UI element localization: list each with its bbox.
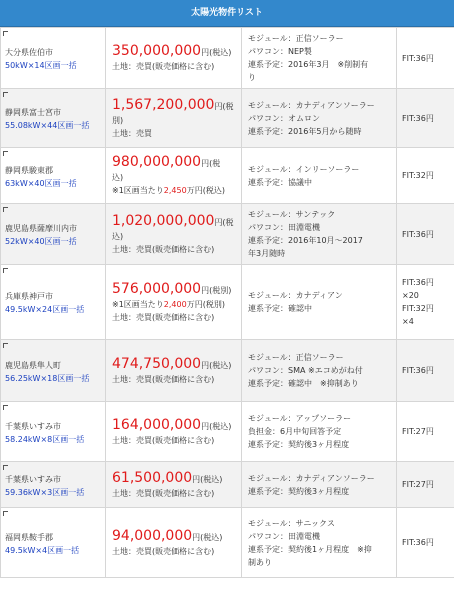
table-row[interactable] bbox=[1, 204, 454, 265]
spec-line: モジュール：カナディアンソーラー bbox=[248, 473, 375, 483]
table-row[interactable] bbox=[1, 89, 454, 148]
price-cell bbox=[106, 508, 242, 578]
corner-mark-icon bbox=[3, 268, 8, 273]
price-note: 土地：売買(販売価格に含む) bbox=[112, 488, 215, 498]
price-value: 1,020,000,000 bbox=[112, 212, 215, 229]
spec-line: 連系予定：2016年5月から随時 bbox=[248, 126, 362, 136]
fit-price: FIT:36円 bbox=[402, 229, 434, 239]
price-value: 350,000,000 bbox=[112, 43, 202, 59]
fit-cell bbox=[397, 508, 454, 578]
fit-cell bbox=[397, 462, 454, 508]
capacity-link[interactable]: 49.5kW×24区画一括 bbox=[5, 305, 85, 314]
spec-line: 連系予定：協議中 bbox=[248, 177, 312, 187]
unit-price-label: ※1区画当たり bbox=[112, 186, 164, 195]
tax-note: 円(税込) bbox=[201, 360, 232, 370]
spec-line: モジュール：サニックス bbox=[248, 518, 335, 528]
price-cell bbox=[106, 340, 242, 402]
location-name: 静岡県富士宮市 bbox=[5, 108, 61, 117]
spec-line: 連系予定：2016年3月 ※削制有 bbox=[248, 60, 369, 69]
table-row[interactable] bbox=[1, 340, 454, 402]
capacity-link[interactable]: 63kW×40区画一括 bbox=[5, 178, 77, 188]
table-row[interactable] bbox=[1, 28, 454, 89]
price-cell bbox=[106, 204, 242, 265]
tax-note: 円(税込) bbox=[192, 532, 223, 542]
spec-line: 年3月随時 bbox=[248, 249, 286, 258]
fit-price: FIT:36円 bbox=[402, 53, 434, 63]
table-row[interactable] bbox=[1, 265, 454, 340]
price-value: 164,000,000 bbox=[112, 416, 202, 433]
fit-price: FIT:27円 bbox=[402, 480, 434, 489]
fit-cell bbox=[397, 340, 454, 402]
corner-mark-icon bbox=[3, 511, 8, 516]
fit-price: FIT:36円 bbox=[402, 366, 434, 375]
corner-mark-icon bbox=[3, 343, 8, 348]
spec-line: 制あり bbox=[248, 557, 272, 567]
spec-line: 連系予定：2016年10月～2017 bbox=[248, 236, 363, 245]
table-row[interactable] bbox=[1, 462, 454, 508]
capacity-link[interactable]: 56.25kW×18区画一括 bbox=[5, 373, 90, 383]
spec-cell bbox=[242, 89, 397, 148]
price-note: 土地：売買(販売価格に含む) bbox=[112, 374, 215, 384]
list-title: 太陽光物件リスト bbox=[0, 0, 454, 27]
location-cell bbox=[1, 148, 106, 204]
spec-cell bbox=[242, 508, 397, 578]
location-name: 大分県佐伯市 bbox=[5, 48, 53, 57]
location-cell bbox=[1, 402, 106, 462]
price-note: 土地：売買(販売価格に含む) bbox=[112, 435, 215, 445]
spec-line: モジュール：サンテック bbox=[248, 210, 336, 219]
location-cell bbox=[1, 28, 106, 89]
fit-price: FIT:36円 bbox=[402, 113, 434, 123]
price-note: 土地：売買(販売価格に含む) bbox=[112, 244, 215, 254]
price-note: 土地：売買(販売価格に含む) bbox=[112, 546, 215, 556]
fit-cell bbox=[397, 89, 454, 148]
capacity-link[interactable]: 52kW×40区画一括 bbox=[5, 237, 77, 246]
spec-line: 負担金：6月中旬回答予定 bbox=[248, 427, 342, 436]
corner-mark-icon bbox=[3, 151, 8, 156]
fit-cell bbox=[397, 204, 454, 265]
location-cell bbox=[1, 340, 106, 402]
fit-cell bbox=[397, 402, 454, 462]
corner-mark-icon bbox=[3, 207, 8, 212]
price-note: 土地：売買(販売価格に含む) bbox=[112, 312, 215, 322]
tax-note: 円(税込) bbox=[192, 474, 223, 484]
price-cell bbox=[106, 462, 242, 508]
spec-line: モジュール：インリーソーラー bbox=[248, 164, 360, 174]
tax-note: 円(税込) bbox=[201, 48, 232, 57]
spec-cell bbox=[242, 340, 397, 402]
spec-cell bbox=[242, 402, 397, 462]
unit-price-note bbox=[112, 184, 235, 197]
unit-price-unit: 万円(税別) bbox=[186, 299, 225, 309]
fit-price: FIT:32円 bbox=[402, 304, 434, 313]
price-note: 土地：売買(販売価格に含む) bbox=[112, 62, 215, 71]
spec-line: り bbox=[248, 73, 256, 82]
unit-price-value: 2,450 bbox=[163, 186, 187, 195]
fit-cell bbox=[397, 148, 454, 204]
tax-note: 円(税 bbox=[214, 217, 234, 227]
spec-line: パワコン：オムロン bbox=[248, 113, 320, 123]
spec-cell bbox=[242, 204, 397, 265]
spec-cell bbox=[242, 148, 397, 204]
location-cell bbox=[1, 265, 106, 340]
price-value: 980,000,000 bbox=[112, 154, 202, 170]
fit-cell bbox=[397, 265, 454, 340]
capacity-link[interactable]: 50kW×14区画一括 bbox=[5, 61, 77, 70]
location-name: 千葉県いすみ市 bbox=[5, 474, 61, 484]
location-cell bbox=[1, 89, 106, 148]
tax-note: 円(税 bbox=[201, 159, 221, 168]
fit-cell bbox=[397, 28, 454, 89]
capacity-link[interactable]: 55.08kW×44区画一括 bbox=[5, 121, 90, 130]
spec-line: パワコン：田淵電機 bbox=[248, 531, 320, 541]
corner-mark-icon bbox=[3, 465, 8, 470]
price-cell bbox=[106, 148, 242, 204]
price-cell bbox=[106, 402, 242, 462]
spec-line: パワコン：SMA ※エコめがね付 bbox=[248, 366, 363, 375]
location-name: 鹿児島県隼人町 bbox=[5, 360, 61, 370]
spec-line: モジュール：カナディアンソーラー bbox=[248, 100, 375, 110]
capacity-link[interactable]: 58.24kW×8区画一括 bbox=[5, 434, 85, 444]
spec-line: モジュール：アップソーラー bbox=[248, 414, 352, 423]
price-value: 576,000,000 bbox=[112, 280, 202, 297]
spec-line: パワコン：NEP製 bbox=[248, 47, 312, 56]
table-row[interactable] bbox=[1, 402, 454, 462]
location-name: 鹿児島県薩摩川内市 bbox=[5, 224, 77, 233]
price-value: 474,750,000 bbox=[112, 355, 202, 372]
unit-price-label: ※1区画当たり bbox=[112, 299, 164, 309]
tax-note: 円(税込) bbox=[201, 421, 232, 431]
price-value: 61,500,000 bbox=[112, 469, 193, 486]
spec-cell bbox=[242, 28, 397, 89]
location-name: 千葉県いすみ市 bbox=[5, 421, 61, 431]
fit-price: ×4 bbox=[402, 317, 414, 326]
spec-line: パワコン：田淵電機 bbox=[248, 223, 320, 232]
price-note: 込) bbox=[112, 231, 124, 241]
location-cell bbox=[1, 508, 106, 578]
fit-price: FIT:32円 bbox=[402, 171, 434, 180]
table-row[interactable] bbox=[1, 508, 454, 578]
tax-note: 円(税別) bbox=[201, 285, 232, 295]
capacity-link[interactable]: 49.5kW×4区画一括 bbox=[5, 545, 80, 555]
unit-price-note bbox=[112, 298, 235, 311]
fit-price: FIT:36円 bbox=[402, 538, 434, 547]
corner-mark-icon bbox=[3, 405, 8, 410]
corner-mark-icon bbox=[3, 31, 8, 36]
fit-price: FIT:36円 bbox=[402, 278, 434, 287]
location-cell bbox=[1, 462, 106, 508]
location-cell bbox=[1, 204, 106, 265]
price-cell bbox=[106, 89, 242, 148]
price-value: 1,567,200,000 bbox=[112, 96, 215, 113]
price-note: 別) bbox=[112, 115, 124, 125]
fit-price: FIT:27円 bbox=[402, 427, 434, 436]
spec-line: 連系予定：確認中 bbox=[248, 304, 312, 313]
location-name: 福岡県鞍手郡 bbox=[5, 532, 53, 542]
table-row[interactable] bbox=[1, 148, 454, 204]
fit-price: ×20 bbox=[402, 291, 419, 300]
spec-line: 連系予定：契約後3ヶ月程度 bbox=[248, 486, 350, 496]
spec-line: 連系予定：契約後1ヶ月程度 ※抑 bbox=[248, 544, 372, 554]
price-cell bbox=[106, 28, 242, 89]
spec-line: 連系予定：契約後3ヶ月程度 bbox=[248, 440, 350, 449]
price-note: 土地：売買 bbox=[112, 128, 152, 138]
spec-cell bbox=[242, 265, 397, 340]
spec-line: モジュール：カナディアン bbox=[248, 291, 343, 300]
unit-price-unit: 万円(税込) bbox=[186, 186, 225, 195]
spec-cell bbox=[242, 462, 397, 508]
unit-price-value: 2,400 bbox=[163, 299, 187, 309]
capacity-link[interactable]: 59.36kW×3区画一括 bbox=[5, 487, 85, 497]
price-value: 94,000,000 bbox=[112, 527, 193, 544]
spec-line: モジュール：正信ソーラー bbox=[248, 34, 344, 43]
tax-note: 円(税 bbox=[214, 101, 234, 111]
price-note: 込) bbox=[112, 173, 124, 182]
location-name: 静岡県駿東郡 bbox=[5, 165, 53, 175]
location-name: 兵庫県神戸市 bbox=[5, 292, 53, 301]
listing-table bbox=[0, 27, 454, 578]
spec-line: 連系予定：確認中 ※抑制あり bbox=[248, 379, 359, 388]
spec-line: モジュール：正信ソーラー bbox=[248, 353, 344, 362]
price-cell bbox=[106, 265, 242, 340]
corner-mark-icon bbox=[3, 92, 8, 97]
